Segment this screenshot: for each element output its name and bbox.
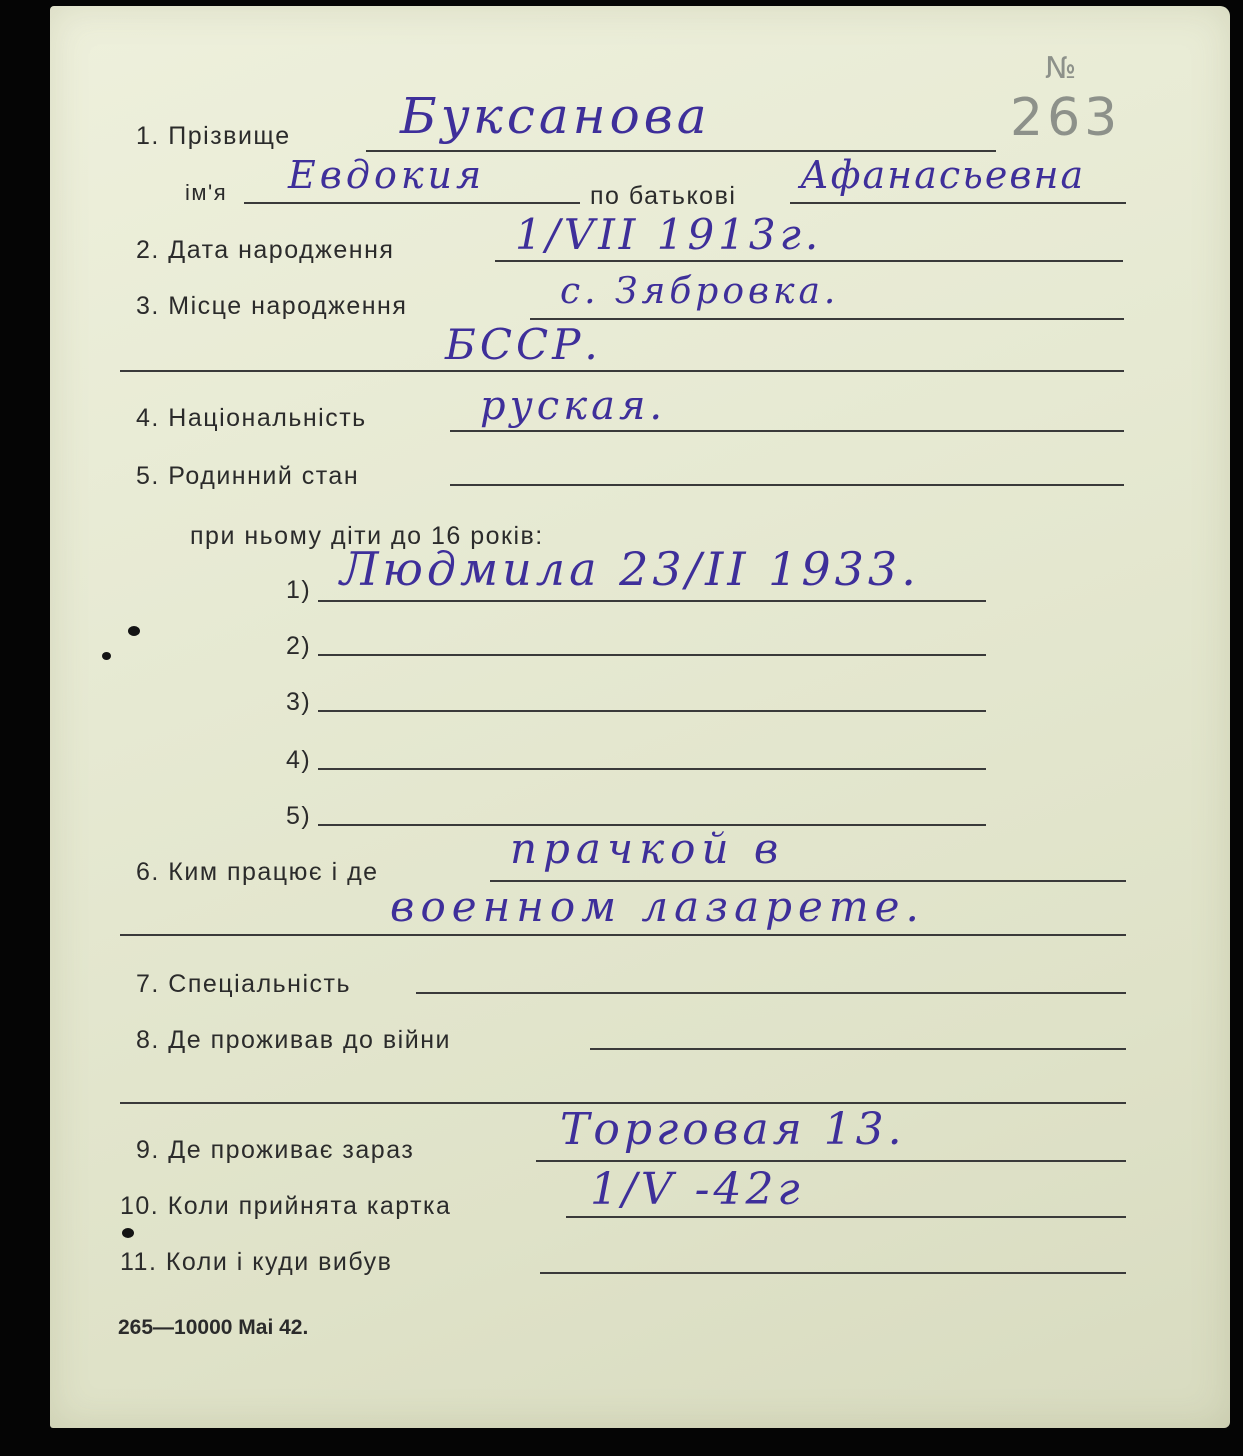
work-value-2: военном лазарете. (390, 882, 925, 931)
current-value: Торговая 13. (560, 1104, 906, 1155)
birth-place-value: с. Зябровка. (560, 271, 840, 312)
patronymic-label: по батькові (590, 182, 737, 210)
marital-label: 5. Родинний стан (136, 462, 360, 490)
child-4-label: 4) (286, 746, 312, 774)
nationality-value: руская. (480, 383, 667, 429)
number-mark: № (1045, 51, 1081, 86)
card-line (566, 1216, 1126, 1218)
birth-place-label: 3. Місце народження (136, 292, 408, 320)
current-line (536, 1160, 1126, 1162)
patronymic-value: Афанасьевна (800, 153, 1086, 197)
card-label: 10. Коли прийнята картка (120, 1192, 452, 1220)
surname-label: 1. Прізвище (136, 122, 291, 150)
nationality-label: 4. Національність (136, 404, 367, 432)
print-code: 265—10000 Mai 42. (118, 1316, 309, 1339)
card-value: 1/V -42г (590, 1164, 804, 1215)
punch-hole (102, 652, 111, 660)
registration-number: 263 (1010, 88, 1122, 148)
child-1-label: 1) (286, 576, 312, 604)
child-5-label: 5) (286, 802, 312, 830)
name-label: ім'я (185, 180, 228, 205)
marital-line (450, 484, 1124, 486)
work-line-2 (120, 934, 1126, 936)
work-label: 6. Ким працює і де (136, 858, 379, 886)
speciality-line (416, 992, 1126, 994)
children-label: при ньому діти до 16 років: (190, 522, 544, 550)
prewar-label: 8. Де проживав до війни (136, 1026, 451, 1054)
left-label: 11. Коли і куди вибув (120, 1248, 393, 1276)
name-value: Евдокия (288, 153, 486, 197)
left-line (540, 1272, 1126, 1274)
surname-line (366, 150, 996, 152)
current-label: 9. Де проживає зараз (136, 1136, 415, 1164)
birth-date-label: 2. Дата народження (136, 236, 395, 264)
birth-place-value-2: БССР. (445, 320, 602, 369)
nationality-line (450, 430, 1124, 432)
child-3-label: 3) (286, 688, 312, 716)
child-2-line (318, 654, 986, 656)
name-line (244, 202, 580, 204)
child-1-value: Людмила 23/II 1933. (340, 542, 920, 596)
birth-date-value: 1/VII 1913г. (515, 210, 823, 259)
child-2-label: 2) (286, 632, 312, 660)
child-1-line (318, 600, 986, 602)
surname-value: Бyксанова (400, 87, 711, 145)
prewar-line (590, 1048, 1126, 1050)
patronymic-line (790, 202, 1126, 204)
punch-hole (128, 626, 140, 636)
birth-place-line-2 (120, 370, 1124, 372)
registration-card (50, 6, 1230, 1428)
birth-place-line (530, 318, 1124, 320)
speciality-label: 7. Спеціальність (136, 970, 352, 998)
birth-date-line (495, 260, 1123, 262)
work-value: прачкой в (510, 824, 785, 873)
child-3-line (318, 710, 986, 712)
punch-hole (122, 1228, 134, 1238)
child-4-line (318, 768, 986, 770)
